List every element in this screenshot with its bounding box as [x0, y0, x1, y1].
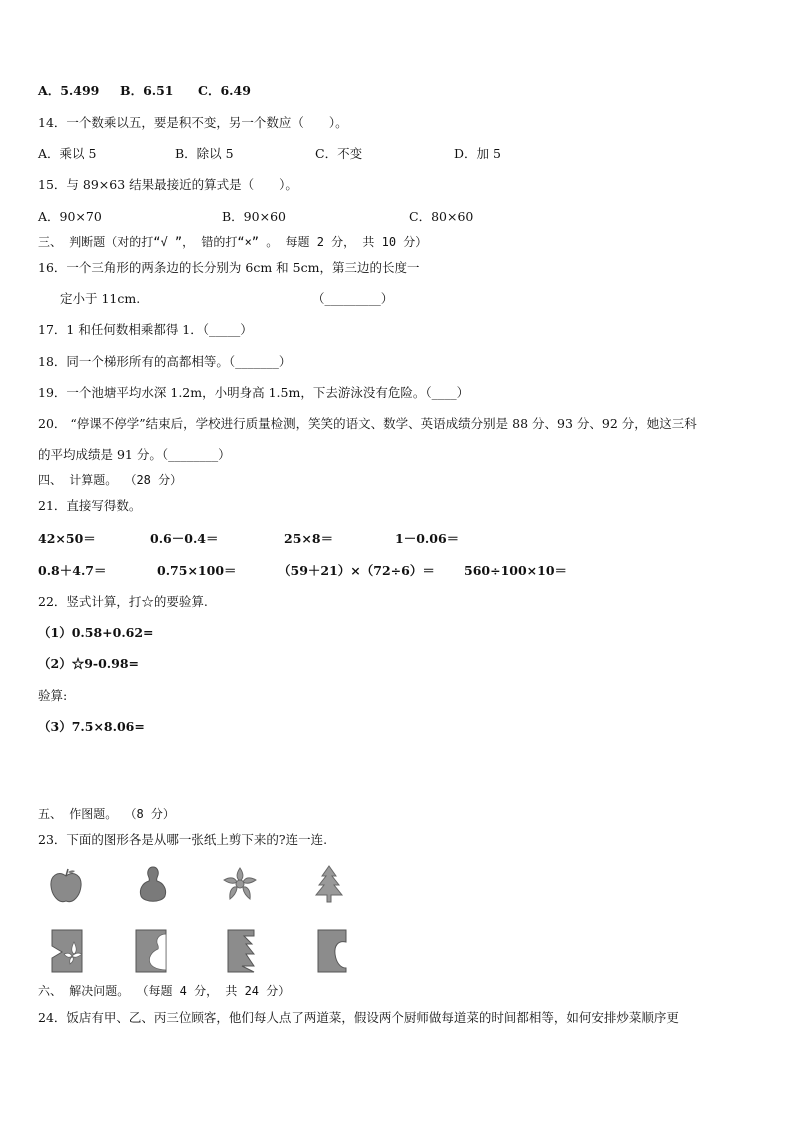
- q15-option-a: A．90×70: [38, 209, 102, 224]
- q14-option-c: C．不变: [315, 146, 363, 161]
- q16-line-1: 16．一个三角形的两条边的长分别为 6cm 和 5cm，第三边的长度一: [38, 260, 420, 275]
- section-5-heading: 五、 作图题。 （8 分）: [38, 807, 175, 821]
- q14-option-d: D．加 5: [454, 146, 501, 161]
- q14-stem: 14．一个数乘以五，要是积不变，另一个数应（ ）。: [38, 115, 348, 130]
- q21-r1-c3: 25×8＝: [284, 531, 334, 546]
- q15-option-c: C．80×60: [409, 209, 474, 224]
- paper-with-gourd-cutout[interactable]: [134, 928, 168, 974]
- apple-shape-icon[interactable]: [48, 868, 84, 906]
- q15-stem: 15．与 89×63 结果最接近的算式是（ ）。: [38, 177, 298, 192]
- q21-r1-c1: 42×50＝: [38, 531, 96, 546]
- q20-line-2: 的平均成绩是 91 分。（________）: [38, 447, 231, 462]
- q21-r2-c4: 560÷100×10＝: [464, 563, 568, 578]
- q22-check-label: 验算:: [38, 688, 68, 703]
- q15-option-b: B．90×60: [222, 209, 286, 224]
- q21-stem: 21．直接写得数。: [38, 498, 142, 513]
- q24-stem: 24．饭店有甲、乙、丙三位顾客，他们每人点了两道菜，假设两个厨师做每道菜的时间都相等，如何安排炒菜顺序更: [38, 1010, 679, 1025]
- q13-option-b: B．6.51: [120, 83, 174, 98]
- paper-with-tree-cutout[interactable]: [226, 928, 256, 974]
- flower-shape-icon[interactable]: [222, 866, 258, 902]
- pine-tree-shape-icon[interactable]: [314, 864, 344, 904]
- q14-option-a: A．乘以 5: [38, 146, 97, 161]
- q18: 18．同一个梯形所有的高都相等。（_______）: [38, 354, 292, 369]
- q22-item-2: （2）☆9-0.98=: [38, 656, 140, 671]
- q14-option-b: B．除以 5: [175, 146, 234, 161]
- q21-r1-c2: 0.6－0.4＝: [150, 531, 219, 546]
- q16-line-2: 定小于 11cm.: [60, 291, 141, 306]
- q13-option-c: C．6.49: [198, 83, 251, 98]
- q22-stem: 22．竖式计算，打☆的要验算.: [38, 594, 208, 609]
- q13-option-a: A．5.499: [38, 83, 100, 98]
- q22-item-1: （1）0.58+0.62=: [38, 625, 154, 640]
- section-3-heading: 三、 判断题（对的打“√ ”， 错的打“×” 。 每题 2 分， 共 10 分）: [38, 235, 428, 249]
- q21-r1-c4: 1－0.06＝: [395, 531, 460, 546]
- section-6-heading: 六、 解决问题。 （每题 4 分， 共 24 分）: [38, 984, 291, 998]
- section-4-heading: 四、 计算题。 （28 分）: [38, 473, 183, 487]
- gourd-shape-icon[interactable]: [138, 864, 168, 904]
- q21-r2-c3: （59＋21）×（72÷6）＝: [278, 563, 435, 578]
- q19: 19．一个池塘平均水深 1.2m，小明身高 1.5m，下去游泳没有危险。（____）: [38, 385, 470, 400]
- q16-answer-blank[interactable]: （_________）: [312, 291, 394, 306]
- q22-item-3: （3）7.5×8.06=: [38, 719, 145, 734]
- q20-line-1: 20． “停课不停学”结束后，学校进行质量检测，笑笑的语文、数学、英语成绩分别是 88 分、93 分、92 分，她这三科: [38, 416, 697, 431]
- paper-with-apple-cutout[interactable]: [316, 928, 348, 974]
- q17: 17．1 和任何数相乘都得 1．（_____）: [38, 322, 253, 337]
- paper-with-flower-cutout[interactable]: [50, 928, 84, 974]
- q21-r2-c2: 0.75×100＝: [157, 563, 237, 578]
- q21-r2-c1: 0.8＋4.7＝: [38, 563, 107, 578]
- q23-stem: 23．下面的图形各是从哪一张纸上剪下来的?连一连.: [38, 832, 328, 847]
